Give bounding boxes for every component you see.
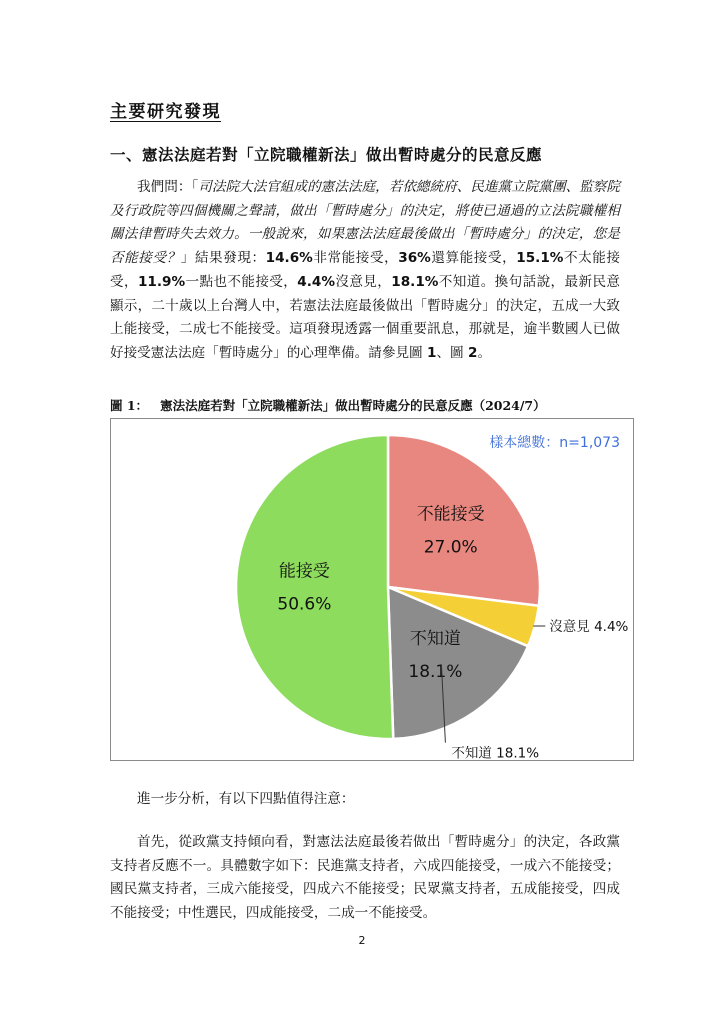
figure-caption-text: 憲法法庭若對「立院職權新法」做出暫時處分的民意反應（2024/7） (160, 398, 546, 413)
party-analysis-paragraph: 首先，從政黨支持傾向看，對憲法法庭最後若做出「暫時處分」的決定，各政黨支持者反應不一。具體數字如下：民進黨支持者，六成四能接受，一成六不能接受；國民黨支持者，三成六能接受，四成六不能接受；民眾黨支持者，五成能接受，四成不能接受；中性選民，四成能接受，二成一不能接受。 (110, 834, 620, 922)
survey-question: 司法院大法官組成的憲法法庭，若依總統府、民進黨立院黨團、監察院及行政院等四個機關之聲請，做出「暫時處分」的決定，將使已通過的立法院職權相關法律暫時失去效力。一般說來，如果憲法法庭最後做出「暫時處分」的決定，您是否能接受？ (110, 179, 620, 267)
section-heading: 一、憲法法庭若對「立院職權新法」做出暫時處分的民意反應 (110, 145, 543, 164)
sample-size-annotation: 樣本總數：n=1,073 (489, 435, 620, 451)
slice-value-acceptable: 50.6% (277, 594, 332, 615)
slice-value-not-acceptable: 27.0% (423, 537, 478, 558)
slice-label-not-acceptable: 不能接受 (416, 504, 485, 525)
slice-label-no-opinion: 沒意見 4.4% (549, 619, 629, 635)
findings-paragraph: 我們問：「司法院大法官組成的憲法法庭，若依總統府、民進黨立院黨團、監察院及行政院等四個機關之聲請，做出「暫時處分」的決定，將使已通過的立法院職權相關法律暫時失去效力。一般說來，如果憲法法庭最後做出「暫時處分」的決定，您是否能接受？」結果發現：14.6%非常能接受，36%還算能接受，15.1%不太能接受，11.9%一點也不能接受，4.4%沒意見，18.1%不知道。換句話說，最新民意顯示，二十歲以上台灣人中，若憲法法庭最後做出「暫時處分」的決定，五成一大致上能接受，二成七不能接受。這項發現透露一個重要訊息，那就是，逾半數國人已做好接受憲法法庭「暫時處分」的心理準備。請參見圖 1、圖 2。 (110, 179, 621, 361)
figure-caption (110, 396, 546, 414)
page-title: 主要研究發現 (110, 102, 221, 122)
analysis-intro-paragraph: 進一步分析，有以下四點值得注意： (137, 791, 355, 807)
slice-label-acceptable: 能接受 (278, 561, 330, 582)
pie-slice-acceptable (236, 435, 393, 739)
slice-label-dont-know: 不知道 18.1% (451, 745, 540, 760)
slice-label-dont-know: 不知道 (409, 628, 461, 649)
pie-chart-frame (110, 418, 634, 761)
pie-chart (111, 419, 633, 760)
figure-caption-label: 圖 1： (110, 398, 149, 413)
slice-value-dont-know: 18.1% (408, 661, 463, 682)
page-number: 2 (358, 934, 366, 947)
